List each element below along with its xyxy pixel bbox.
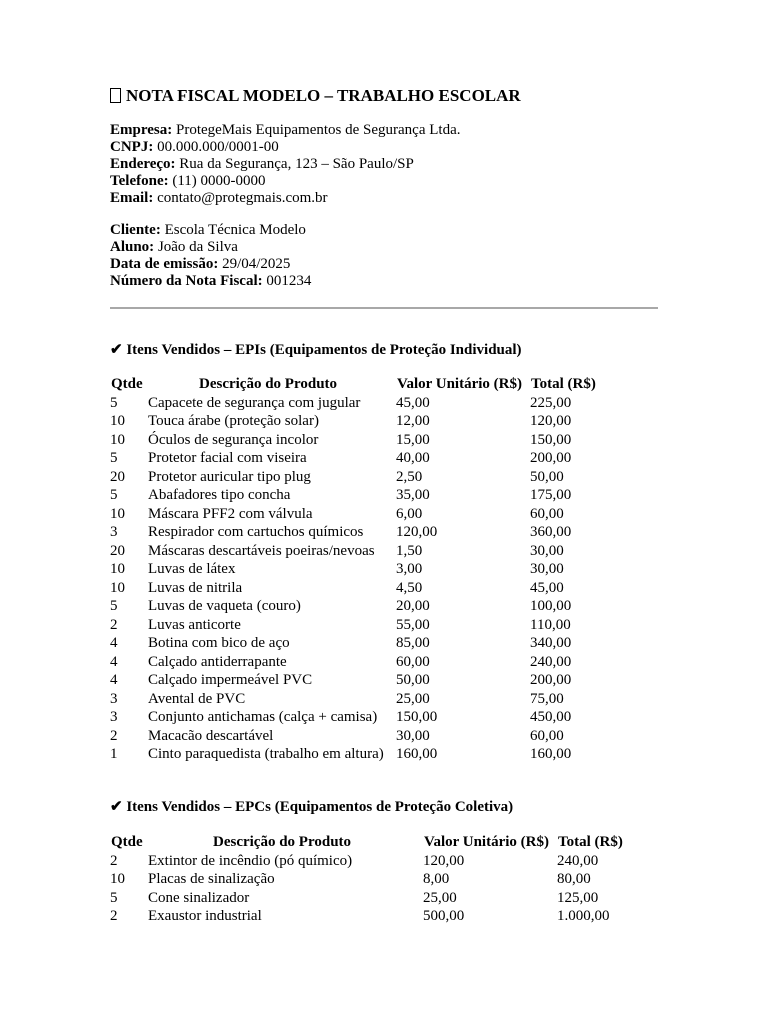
epi-section-title: ✔ Itens Vendidos – EPIs (Equipamentos de Proteção Individual) [110,342,522,358]
info-label: Aluno: [110,239,155,255]
cell-qty: 4 [110,672,118,688]
cell-qty: 4 [110,635,118,651]
cell-unit: 6,00 [396,505,423,522]
cell-unit: 30,00 [396,727,430,744]
cell-desc: Abafadores tipo concha [148,487,291,503]
info-value: 29/04/2025 [222,256,291,272]
header-total: Total (R$) [558,834,623,850]
cell-total: 75,00 [530,690,564,707]
cell-unit: 45,00 [396,394,430,411]
cell-desc: Exaustor industrial [148,908,262,924]
divider [110,307,658,309]
client-row [110,222,311,239]
document-icon [110,88,121,103]
cell-desc: Calçado antiderrapante [148,653,287,670]
cell-qty: 2 [110,616,118,633]
cell-unit: 2,50 [396,468,423,485]
cell-desc: Máscara PFF2 com válvula [148,505,313,522]
student-row [110,239,311,256]
header-qty: Qtde [111,376,143,392]
cell-total: 200,00 [530,672,572,688]
info-label: Cliente: [110,222,161,238]
cell-total: 340,00 [530,635,572,651]
cell-desc: Calçado impermeável PVC [148,672,313,688]
cell-qty: 5 [110,487,118,503]
info-value: ProtegeMais Equipamentos de Segurança Ltda. [175,122,461,138]
info-label: Email: [110,190,154,206]
cell-desc: Extintor de incêndio (pó químico) [148,852,353,869]
cell-unit: 40,00 [396,450,430,466]
cell-qty: 20 [110,542,125,559]
cell-qty: 20 [110,468,125,485]
cell-qty: 2 [110,727,118,744]
cell-desc: Placas de sinalização [148,871,275,887]
header-total: Total (R$) [531,376,596,392]
cell-unit: 35,00 [396,487,430,503]
epc-section-title: ✔ Itens Vendidos – EPCs (Equipamentos de Proteção Coletiva) [110,799,514,815]
cell-unit: 4,50 [396,579,423,596]
info-value: 00.000.000/0001-00 [157,139,279,155]
cell-desc: Luvas de látex [148,561,236,577]
cell-qty: 3 [110,524,118,540]
cell-desc: Botina com bico de aço [148,635,290,651]
info-label: Data de emissão: [110,256,219,272]
cell-desc: Luvas de nitrila [148,579,243,596]
cell-total: 120,00 [530,413,572,429]
cell-unit: 55,00 [396,616,430,633]
cell-total: 80,00 [557,871,591,887]
cell-qty: 5 [110,394,118,411]
cell-desc: Capacete de segurança com jugular [148,394,361,411]
cell-total: 160,00 [530,746,572,762]
cell-unit: 60,00 [396,653,430,670]
cell-total: 30,00 [530,542,564,559]
cell-qty: 4 [110,653,118,670]
cell-total: 60,00 [530,505,564,522]
cell-desc: Óculos de segurança incolor [148,431,319,448]
cell-unit: 25,00 [423,889,457,906]
info-value: 001234 [266,273,312,289]
cell-total: 60,00 [530,727,564,744]
cell-desc: Protetor facial com viseira [148,450,307,466]
cell-unit: 8,00 [423,871,450,887]
cell-unit: 25,00 [396,690,430,707]
cell-total: 240,00 [530,653,572,670]
cell-unit: 50,00 [396,672,430,688]
cell-unit: 120,00 [423,852,465,869]
cell-total: 360,00 [530,524,572,540]
cell-qty: 5 [110,598,118,614]
cell-total: 100,00 [530,598,572,614]
cell-qty: 10 [110,871,125,887]
document-title [110,86,521,106]
cell-desc: Cinto paraquedista (trabalho em altura) [148,746,384,762]
header-desc: Descrição do Produto [199,376,338,392]
cell-qty: 5 [110,889,118,906]
cell-desc: Macacão descartável [148,727,274,744]
info-label: Empresa: [110,122,173,138]
cell-desc: Conjunto antichamas (calça + camisa) [148,709,378,725]
cell-desc: Máscaras descartáveis poeiras/nevoas [148,542,375,559]
cell-total: 1.000,00 [557,908,610,924]
info-label: Endereço: [110,156,176,172]
cell-unit: 160,00 [396,746,438,762]
cell-total: 125,00 [557,889,599,906]
cell-unit: 120,00 [396,524,438,540]
cell-total: 30,00 [530,561,564,577]
header-qty: Qtde [111,834,143,850]
header-unit: Valor Unitário (R$) [397,376,522,392]
cell-desc: Cone sinalizador [148,889,250,906]
cell-unit: 85,00 [396,635,430,651]
cell-unit: 15,00 [396,431,430,448]
cell-unit: 500,00 [423,908,465,924]
cell-desc: Avental de PVC [148,690,246,707]
company-cnpj-row [110,139,461,156]
cell-total: 45,00 [530,579,564,596]
info-value: Escola Técnica Modelo [164,222,306,238]
client-info [110,222,311,290]
info-label: Número da Nota Fiscal: [110,273,263,289]
company-email-row [110,190,461,207]
info-value: João da Silva [157,239,238,255]
cell-desc: Touca árabe (proteção solar) [148,413,319,429]
cell-total: 225,00 [530,394,572,411]
info-value: Rua da Segurança, 123 – São Paulo/SP [179,156,414,172]
document-title-text: NOTA FISCAL MODELO – TRABALHO ESCOLAR [126,86,521,105]
info-value: (11) 0000-0000 [172,173,266,189]
cell-qty: 3 [110,709,118,725]
header-desc: Descrição do Produto [213,834,352,850]
cell-qty: 10 [110,561,125,577]
cell-qty: 1 [110,746,118,762]
cell-qty: 10 [110,431,125,448]
invoice-number-row [110,273,311,290]
cell-total: 175,00 [530,487,572,503]
cell-desc: Protetor auricular tipo plug [148,468,311,485]
cell-unit: 12,00 [396,413,430,429]
cell-unit: 20,00 [396,598,430,614]
issue-date-row [110,256,311,273]
company-info [110,122,461,207]
cell-total: 50,00 [530,468,564,485]
cell-qty: 10 [110,505,125,522]
cell-total: 110,00 [530,616,571,633]
info-label: Telefone: [110,173,169,189]
cell-qty: 2 [110,908,118,924]
cell-desc: Luvas de vaqueta (couro) [148,598,301,614]
cell-desc: Respirador com cartuchos químicos [148,524,364,540]
cell-unit: 3,00 [396,561,423,577]
cell-qty: 10 [110,579,125,596]
header-unit: Valor Unitário (R$) [424,834,549,850]
info-value: contato@protegmais.com.br [157,190,328,206]
cell-qty: 5 [110,450,118,466]
cell-total: 200,00 [530,450,572,466]
company-name-row [110,122,461,139]
cell-total: 240,00 [557,852,599,869]
info-label: CNPJ: [110,139,154,155]
cell-desc: Luvas anticorte [148,616,241,633]
company-address-row [110,156,461,173]
cell-qty: 2 [110,852,118,869]
company-phone-row [110,173,461,190]
cell-total: 450,00 [530,709,572,725]
cell-qty: 10 [110,413,125,429]
cell-total: 150,00 [530,431,572,448]
cell-unit: 1,50 [396,542,423,559]
cell-unit: 150,00 [396,709,438,725]
cell-qty: 3 [110,690,118,707]
